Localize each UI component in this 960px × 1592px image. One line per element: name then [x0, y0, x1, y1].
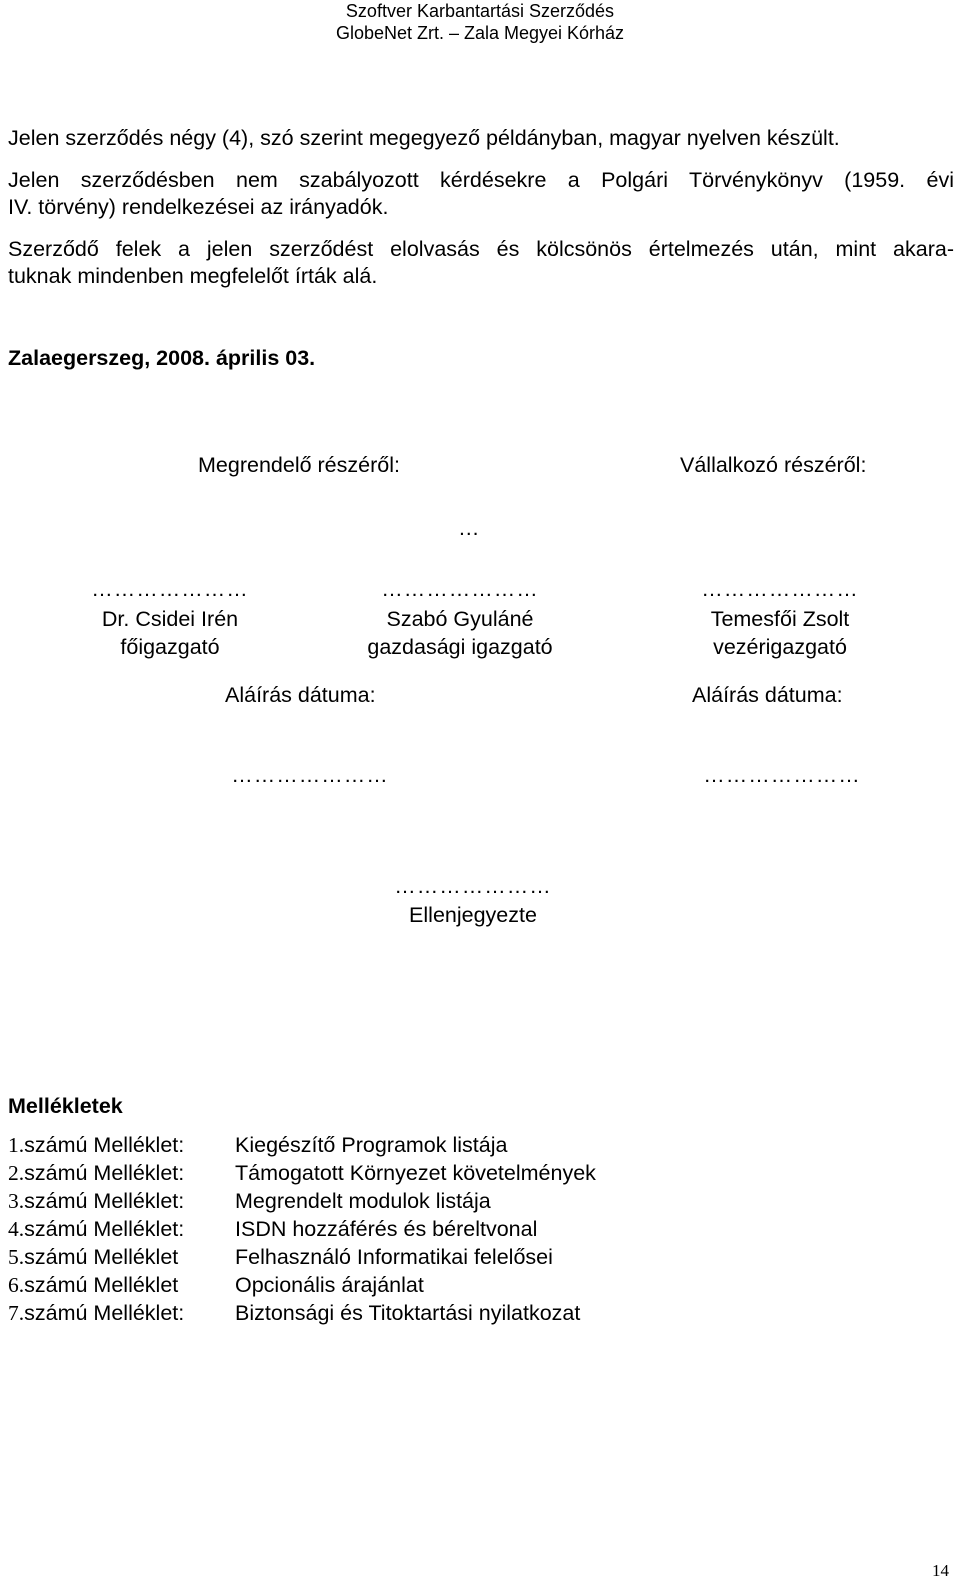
document-header-parties: GlobeNet Zrt. – Zala Megyei Kórház — [335, 23, 625, 43]
annex-number: 7. — [8, 1301, 25, 1325]
signer-3-title: vezérigazgató — [713, 635, 847, 659]
signer-1-name: Dr. Csidei Irén — [101, 607, 239, 631]
annex-item-2 — [8, 1160, 184, 1188]
paragraph-signing-line1: Szerződő felek a jelen szerződést elolvasás és kölcsönös értelmezés után, mint akara- — [8, 237, 954, 261]
stray-dots: … — [458, 516, 480, 540]
contractor-label: Vállalkozó részéről: — [680, 453, 867, 477]
signature-line-2: ………………… — [381, 577, 539, 601]
annex-label: számú Melléklet: — [24, 1133, 185, 1157]
page-number: 14 — [932, 1561, 949, 1580]
signer-3-name: Temesfői Zsolt — [710, 607, 850, 631]
annex-title-2: Támogatott Környezet követelmények — [235, 1161, 596, 1185]
annex-number: 6. — [8, 1273, 25, 1297]
paragraph-copies: Jelen szerződés négy (4), szó szerint megegyező példányban, magyar nyelven készült. — [8, 126, 840, 150]
annex-label: számú Melléklet — [24, 1245, 179, 1269]
annex-number: 4. — [8, 1217, 25, 1241]
annex-title-1: Kiegészítő Programok listája — [235, 1133, 508, 1157]
annex-number: 5. — [8, 1245, 25, 1269]
document-header-title: Szoftver Karbantartási Szerződés — [345, 1, 615, 21]
countersign-label: Ellenjegyezte — [409, 903, 537, 927]
annex-label: számú Melléklet: — [24, 1189, 185, 1213]
signer-2-name: Szabó Gyuláné — [386, 607, 534, 631]
signer-1-title: főigazgató — [120, 635, 220, 659]
annex-title-3: Megrendelt modulok listája — [235, 1189, 491, 1213]
annex-title-4: ISDN hozzáférés és béreltvonal — [235, 1217, 538, 1241]
annex-title-6: Opcionális árajánlat — [235, 1273, 424, 1297]
paragraph-signing-line2: tuknak mindenben megfelelőt írták alá. — [8, 264, 378, 288]
place-date: Zalaegerszeg, 2008. április 03. — [8, 346, 316, 370]
signature-line-3: ………………… — [701, 577, 859, 601]
annex-title-5: Felhasználó Informatikai felelősei — [235, 1245, 553, 1269]
annex-item-1 — [8, 1132, 184, 1160]
annex-item-6 — [8, 1272, 178, 1300]
date-line-right: ………………… — [703, 763, 861, 787]
paragraph-civil-code-line1: Jelen szerződésben nem szabályozott kérdésekre a Polgári Törvénykönyv (1959. évi — [8, 168, 954, 192]
annex-label: számú Melléklet: — [24, 1161, 185, 1185]
date-label-right: Aláírás dátuma: — [692, 683, 843, 707]
date-label-left: Aláírás dátuma: — [225, 683, 376, 707]
date-line-left: ………………… — [231, 763, 389, 787]
annex-item-5 — [8, 1244, 178, 1272]
annex-item-3 — [8, 1188, 184, 1216]
annex-title-7: Biztonsági és Titoktartási nyilatkozat — [235, 1301, 581, 1325]
annex-item-4 — [8, 1216, 184, 1244]
annex-label: számú Melléklet: — [24, 1301, 185, 1325]
countersign-line: ………………… — [394, 874, 552, 898]
annex-number: 2. — [8, 1161, 25, 1185]
annex-label: számú Melléklet: — [24, 1217, 185, 1241]
annex-item-7 — [8, 1300, 184, 1328]
signature-line-1: ………………… — [91, 577, 249, 601]
paragraph-civil-code-line2: IV. törvény) rendelkezései az irányadók. — [8, 195, 389, 219]
annex-number: 3. — [8, 1189, 25, 1213]
annex-label: számú Melléklet — [24, 1273, 179, 1297]
signer-2-title: gazdasági igazgató — [367, 635, 553, 659]
annex-number: 1. — [8, 1133, 25, 1157]
customer-label: Megrendelő részéről: — [198, 453, 400, 477]
annexes-heading: Mellékletek — [8, 1094, 123, 1118]
